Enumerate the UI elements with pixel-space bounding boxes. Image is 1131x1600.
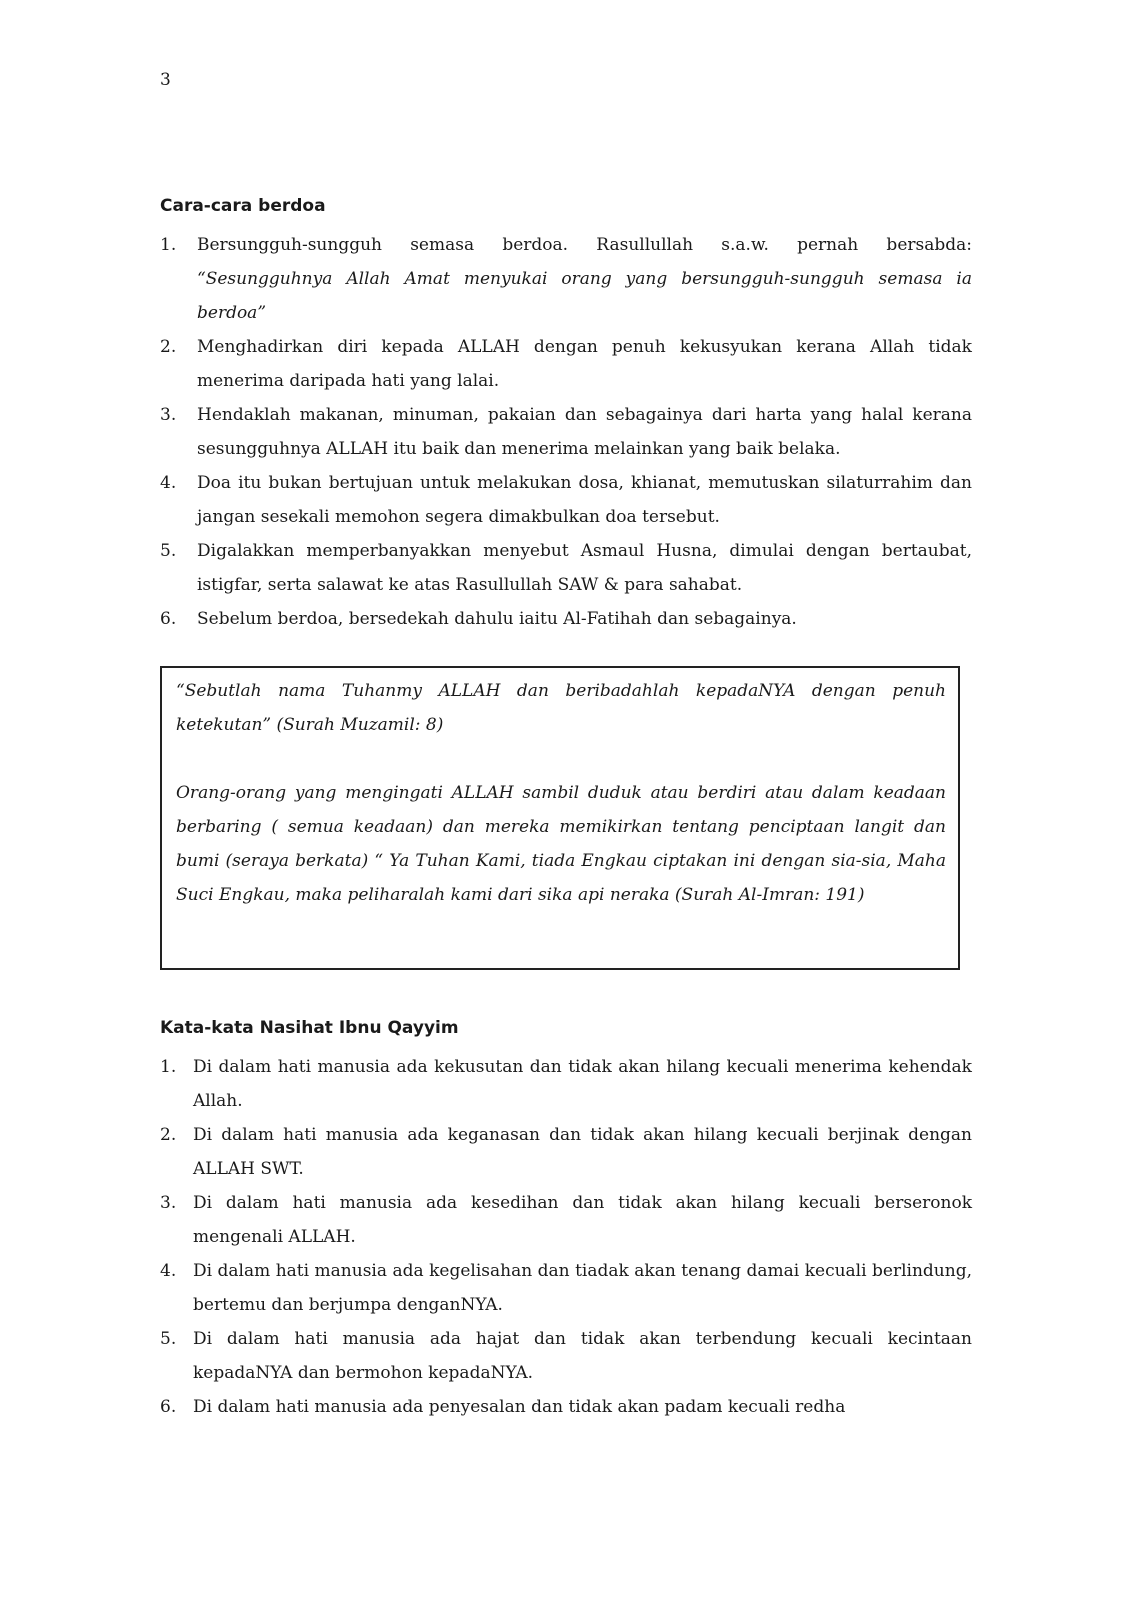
section-title: Kata-kata Nasihat Ibnu Qayyim	[160, 1018, 459, 1038]
list-text: Doa itu bukan bertujuan untuk melakukan dosa, khianat, memutuskan silaturrahim dan jangan sesekali memohon segera dimakbulkan doa tersebut.	[197, 473, 972, 527]
list-item	[160, 602, 972, 636]
list-number: 5.	[160, 1329, 177, 1349]
quote-box	[160, 666, 960, 970]
list-text: Sebelum berdoa, bersedekah dahulu iaitu Al-Fatihah dan sebagainya.	[197, 609, 797, 629]
list-text: Digalakkan memperbanyakkan menyebut Asmaul Husna, dimulai dengan bertaubat, istigfar, serta salawat ke atas Rasullullah SAW & para sahabat.	[197, 541, 972, 595]
list-text: Di dalam hati manusia ada kegelisahan dan tiadak akan tenang damai kecuali berlindung, bertemu dan berjumpa denganNYA.	[193, 1261, 972, 1315]
hadith-quote: “Sesungguhnya Allah Amat menyukai orang yang bersungguh-sungguh semasa ia berdoa”	[197, 269, 972, 323]
list-item	[160, 534, 972, 602]
list-item	[160, 1322, 972, 1390]
numbered-list	[160, 1050, 972, 1424]
list-number: 2.	[160, 337, 177, 357]
list-number: 4.	[160, 1261, 177, 1281]
list-item	[160, 330, 972, 398]
list-text: Bersungguh-sungguh semasa berdoa. Rasullullah s.a.w. pernah bersabda:	[197, 235, 972, 255]
list-item	[160, 1254, 972, 1322]
list-text: Hendaklah makanan, minuman, pakaian dan sebagainya dari harta yang halal kerana sesungguhnya ALLAH itu baik dan menerima melainkan yang baik belaka.	[197, 405, 972, 459]
list-item	[160, 228, 972, 330]
list-number: 1.	[160, 1057, 177, 1077]
list-text: Di dalam hati manusia ada kesedihan dan tidak akan hilang kecuali berseronok mengenali ALLAH.	[193, 1193, 972, 1247]
quote-muzamil: “Sebutlah nama Tuhanmy ALLAH dan beribadahlah kepadaNYA dengan penuh ketekutan” (Surah Muzamil: 8)	[176, 681, 946, 735]
list-text: Menghadirkan diri kepada ALLAH dengan penuh kekusyukan kerana Allah tidak menerima daripada hati yang lalai.	[197, 337, 972, 391]
numbered-list	[160, 228, 972, 636]
list-text: Di dalam hati manusia ada hajat dan tidak akan terbendung kecuali kecintaan kepadaNYA dan bermohon kepadaNYA.	[193, 1329, 972, 1383]
list-item	[160, 1118, 972, 1186]
list-item	[160, 398, 972, 466]
quote-al-imran: Orang-orang yang mengingati ALLAH sambil duduk atau berdiri atau dalam keadaan berbaring ( semua keadaan) dan mereka memikirkan tentang penciptaan langit dan bumi (seraya berkata) “ Ya Tuhan Kami, tiada Engkau ciptakan ini dengan sia-sia, Maha Suci Engkau, maka peliharalah kami dari sika api neraka (Surah Al-Imran: 191)	[176, 783, 946, 905]
list-number: 4.	[160, 473, 177, 493]
section-title: Cara-cara berdoa	[160, 196, 326, 216]
list-text: Di dalam hati manusia ada penyesalan dan tidak akan padam kecuali redha	[193, 1397, 846, 1417]
list-number: 1.	[160, 235, 177, 255]
list-number: 6.	[160, 609, 177, 629]
list-number: 5.	[160, 541, 177, 561]
list-number: 3.	[160, 1193, 177, 1213]
list-number: 6.	[160, 1397, 177, 1417]
section-cara-berdoa	[160, 192, 972, 636]
list-item	[160, 1050, 972, 1118]
list-text: Di dalam hati manusia ada keganasan dan tidak akan hilang kecuali berjinak dengan ALLAH SWT.	[193, 1125, 972, 1179]
list-item	[160, 466, 972, 534]
list-item	[160, 1390, 972, 1424]
list-number: 2.	[160, 1125, 177, 1145]
list-item	[160, 1186, 972, 1254]
section-nasihat-ibnu-qayyim	[160, 1014, 972, 1424]
list-text: Di dalam hati manusia ada kekusutan dan tidak akan hilang kecuali menerima kehendak Allah.	[193, 1057, 972, 1111]
page-number: 3	[160, 70, 171, 90]
list-number: 3.	[160, 405, 177, 425]
